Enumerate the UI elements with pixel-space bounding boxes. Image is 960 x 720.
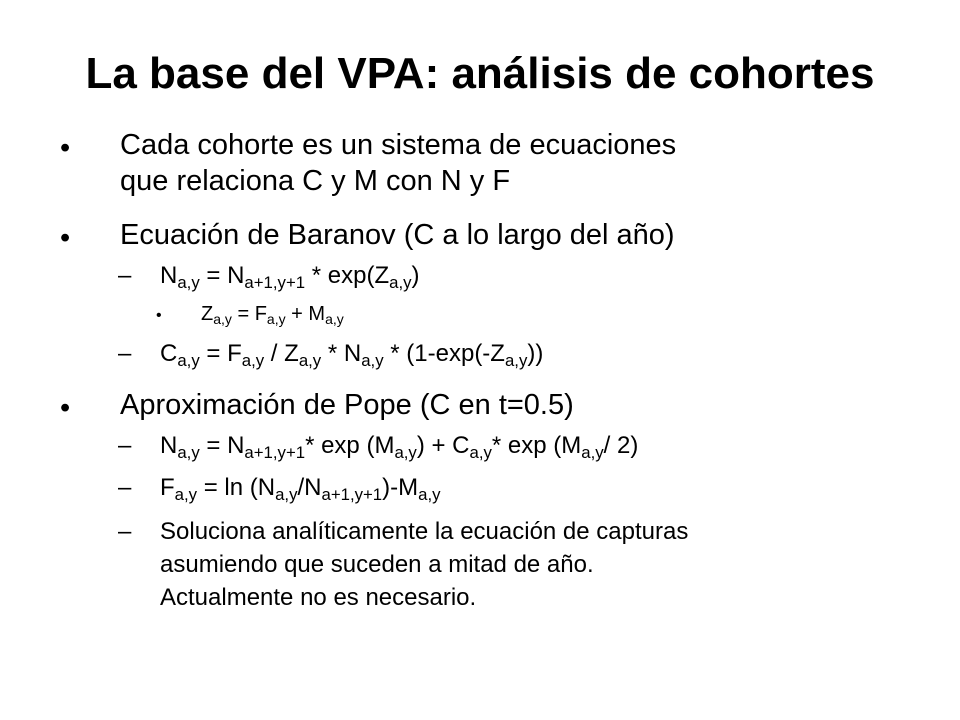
formula-text: ): [411, 262, 420, 289]
formula-subscript: a,y: [418, 485, 441, 505]
formula-subscript: a+1,y+1: [321, 485, 383, 505]
formula-subscript: a,y: [213, 311, 232, 328]
formula-text: F: [160, 474, 175, 501]
formula-text: / Z: [264, 340, 299, 367]
bullet-text: Aproximación de Pope (C en t=0.5): [120, 389, 574, 421]
formula-text: * exp(Z: [305, 262, 390, 289]
formula-subscript: a,y: [361, 351, 384, 371]
formula-line: [160, 340, 544, 371]
formula-text: = N: [199, 262, 245, 289]
formula-text: * (1-exp(-Z: [383, 340, 505, 367]
dash-marker: –: [118, 474, 132, 501]
formula-text: /N: [297, 474, 322, 501]
formula-line: [160, 474, 441, 505]
bullet-text: Ecuación de Baranov (C a lo largo del año): [120, 219, 675, 251]
formula-subscript: a,y: [325, 311, 344, 328]
formula-text: )-M: [382, 474, 419, 501]
formula-text: + M: [285, 303, 326, 325]
bullet-marker: •: [60, 392, 71, 424]
formula-text: ) + C: [416, 432, 470, 459]
formula-text: C: [160, 340, 178, 367]
dash-text: Actualmente no es necesario.: [160, 584, 477, 611]
formula-subscript: a,y: [266, 311, 286, 328]
formula-text: * exp (M: [305, 432, 395, 459]
bullet-text: que relaciona C y M con N y F: [120, 165, 511, 197]
dash-marker: –: [118, 262, 132, 289]
formula-subscript: a,y: [298, 351, 322, 371]
formula-line: [201, 302, 344, 326]
formula-text: * N: [321, 340, 362, 367]
formula-text: N: [160, 432, 178, 459]
dash-marker: –: [118, 340, 132, 367]
formula-subscript: a,y: [469, 443, 492, 463]
bullet-marker: •: [60, 222, 71, 254]
formula-subscript: a,y: [174, 485, 198, 505]
bullet-text: Cada cohorte es un sistema de ecuaciones: [120, 129, 677, 161]
formula-text: = N: [199, 432, 245, 459]
dash-text: Soluciona analíticamente la ecuación de capturas: [160, 518, 689, 545]
formula-text: = F: [199, 340, 242, 367]
formula-subscript: a,y: [394, 443, 417, 463]
formula-text: )): [527, 340, 544, 367]
sub-bullet-marker: •: [156, 307, 162, 324]
dash-marker: –: [118, 518, 132, 545]
formula-subscript: a,y: [275, 485, 298, 505]
formula-text: / 2): [603, 432, 639, 459]
bullet-marker: •: [60, 132, 71, 164]
formula-subscript: a,y: [241, 351, 265, 371]
formula-subscript: a,y: [177, 351, 200, 371]
formula-subscript: a,y: [504, 351, 528, 371]
formula-text: * exp (M: [491, 432, 582, 459]
formula-text: Z: [201, 303, 214, 325]
formula-subscript: a,y: [581, 443, 604, 463]
formula-text: = F: [231, 303, 267, 325]
formula-line: [160, 262, 420, 293]
formula-subscript: a,y: [389, 273, 412, 293]
formula-subscript: a,y: [177, 273, 200, 293]
dash-marker: –: [118, 432, 132, 459]
formula-text: N: [160, 262, 178, 289]
formula-subscript: a,y: [177, 443, 200, 463]
slide-title: La base del VPA: análisis de cohortes: [85, 49, 875, 98]
formula-subscript: a+1,y+1: [244, 443, 306, 463]
formula-subscript: a+1,y+1: [244, 273, 306, 293]
formula-line: [160, 432, 639, 463]
formula-text: = ln (N: [197, 474, 276, 501]
dash-text: asumiendo que suceden a mitad de año.: [160, 551, 594, 578]
